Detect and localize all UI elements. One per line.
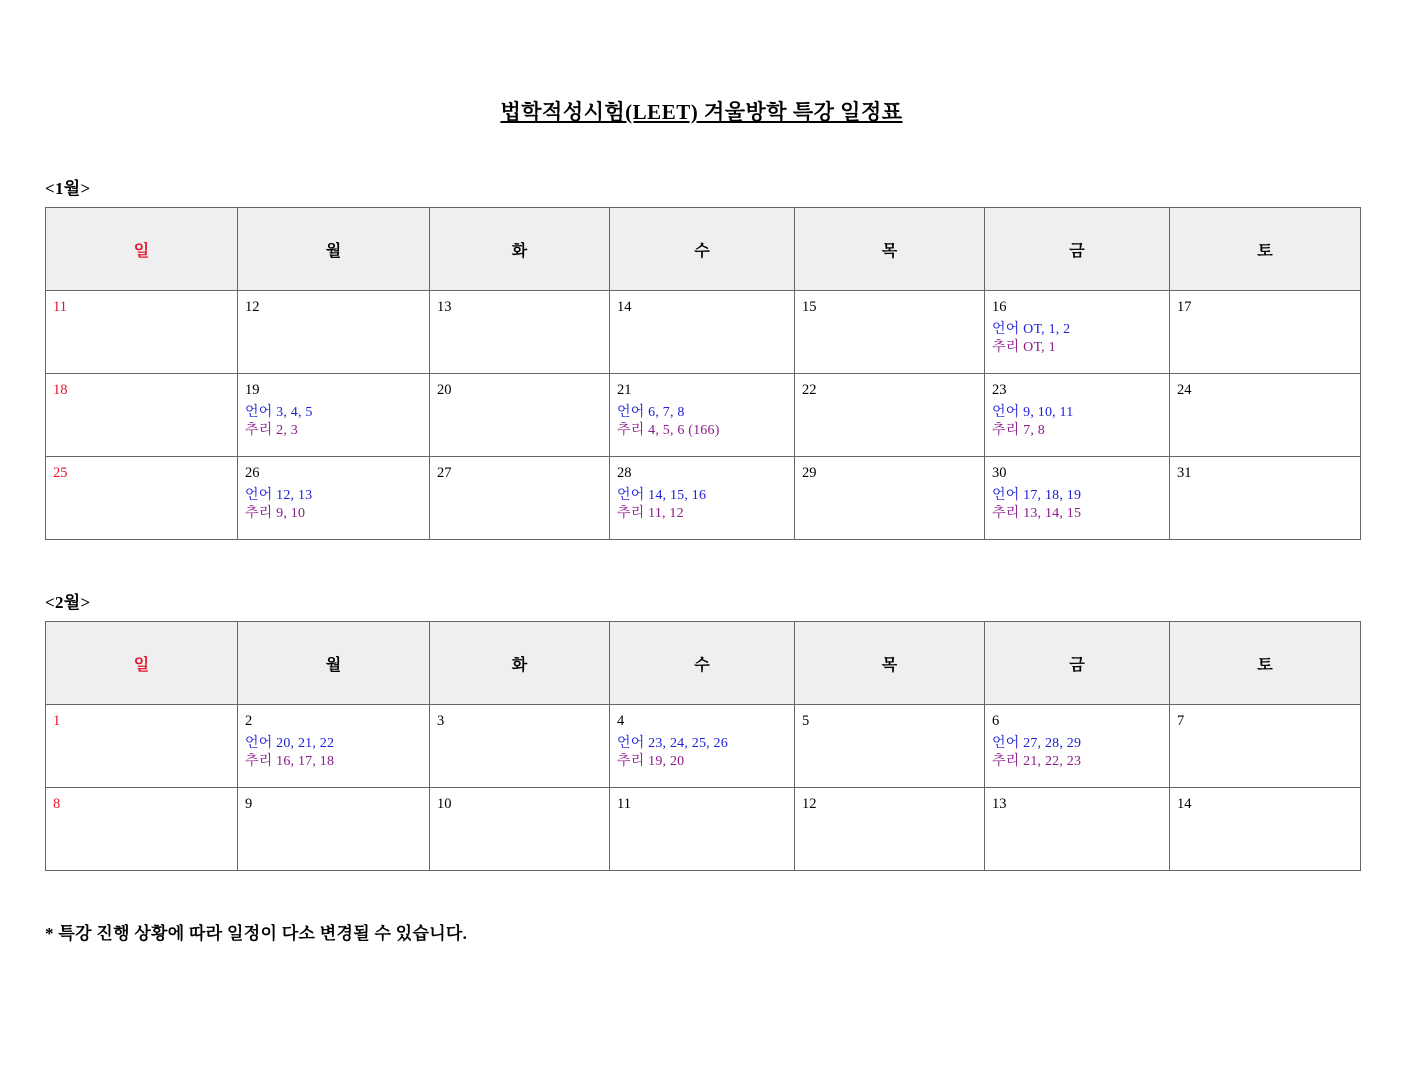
day-number: 8 — [53, 796, 61, 812]
event-language: 언어 3, 4, 5 — [245, 404, 313, 420]
day-number: 29 — [802, 465, 817, 481]
day-number: 11 — [617, 796, 631, 812]
calendar-header-row — [46, 208, 1361, 291]
calendar-day-cell[interactable] — [430, 788, 610, 871]
day-events — [610, 398, 794, 441]
day-number: 22 — [802, 382, 817, 398]
calendar-day-cell[interactable] — [46, 374, 238, 457]
day-number: 20 — [437, 382, 452, 398]
calendar-day-cell[interactable] — [795, 457, 985, 540]
day-number: 26 — [245, 465, 260, 481]
day-events — [610, 729, 794, 772]
day-number: 28 — [617, 465, 632, 481]
event-language: 언어 14, 15, 16 — [617, 487, 707, 503]
calendar-day-cell[interactable] — [795, 374, 985, 457]
calendar-day-cell[interactable] — [1170, 291, 1361, 374]
calendar-week-row — [46, 291, 1361, 374]
calendar-week-row — [46, 374, 1361, 457]
event-reasoning: 추리 11, 12 — [617, 506, 684, 522]
day-number: 21 — [617, 382, 632, 398]
month-label: <1월> — [45, 179, 91, 198]
event-language: 언어 OT, 1, 2 — [992, 321, 1071, 337]
day-events — [238, 481, 429, 524]
event-language: 언어 27, 28, 29 — [992, 735, 1082, 751]
event-reasoning: 추리 19, 20 — [617, 754, 685, 770]
day-number: 12 — [802, 796, 817, 812]
event-reasoning: 추리 2, 3 — [245, 423, 298, 439]
calendar-day-cell[interactable] — [795, 788, 985, 871]
calendar-day-cell[interactable] — [430, 291, 610, 374]
event-reasoning: 추리 OT, 1 — [992, 340, 1056, 356]
calendar-day-cell[interactable] — [430, 705, 610, 788]
day-events — [238, 398, 429, 441]
event-language: 언어 23, 24, 25, 26 — [617, 735, 728, 751]
event-language: 언어 6, 7, 8 — [617, 404, 685, 420]
day-number: 15 — [802, 299, 817, 315]
calendar-day-cell[interactable] — [610, 457, 795, 540]
day-number: 18 — [53, 382, 68, 398]
day-number: 2 — [245, 713, 253, 729]
event-reasoning: 추리 7, 8 — [992, 423, 1045, 439]
day-number: 14 — [617, 299, 632, 315]
calendar-day-cell[interactable] — [610, 788, 795, 871]
calendar-day-cell[interactable] — [795, 291, 985, 374]
document-page — [0, 96, 1403, 1088]
calendar-table — [45, 621, 1361, 871]
day-number: 14 — [1177, 796, 1192, 812]
event-reasoning: 추리 16, 17, 18 — [245, 754, 335, 770]
event-language: 언어 20, 21, 22 — [245, 735, 335, 751]
day-number: 3 — [437, 713, 445, 729]
day-events — [985, 729, 1169, 772]
calendar-day-cell[interactable] — [238, 291, 430, 374]
weekday-header: 수 — [610, 208, 795, 291]
day-number: 27 — [437, 465, 452, 481]
day-number: 13 — [992, 796, 1007, 812]
calendar-container — [45, 174, 1358, 871]
calendar-day-cell[interactable] — [985, 457, 1170, 540]
calendar-day-cell[interactable] — [985, 705, 1170, 788]
calendar-week-row — [46, 788, 1361, 871]
weekday-header: 화 — [430, 208, 610, 291]
day-number: 30 — [992, 465, 1007, 481]
weekday-header: 목 — [795, 208, 985, 291]
weekday-header: 수 — [610, 622, 795, 705]
calendar-day-cell[interactable] — [610, 374, 795, 457]
event-reasoning: 추리 4, 5, 6 (166) — [617, 423, 720, 439]
day-number: 7 — [1177, 713, 1185, 729]
day-number: 17 — [1177, 299, 1192, 315]
day-number: 1 — [53, 713, 61, 729]
calendar-week-row — [46, 705, 1361, 788]
calendar-day-cell[interactable] — [238, 788, 430, 871]
day-number: 6 — [992, 713, 1000, 729]
calendar-table — [45, 207, 1361, 540]
calendar-day-cell[interactable] — [985, 291, 1170, 374]
calendar-day-cell[interactable] — [238, 457, 430, 540]
calendar-day-cell[interactable] — [430, 457, 610, 540]
calendar-day-cell[interactable] — [430, 374, 610, 457]
calendar-day-cell[interactable] — [985, 374, 1170, 457]
calendar-day-cell[interactable] — [46, 457, 238, 540]
footnote: * 특강 진행 상황에 따라 일정이 다소 변경될 수 있습니다. — [45, 924, 468, 943]
day-number: 9 — [245, 796, 253, 812]
weekday-header: 금 — [985, 208, 1170, 291]
calendar-day-cell[interactable] — [985, 788, 1170, 871]
calendar-day-cell[interactable] — [46, 788, 238, 871]
calendar-week-row — [46, 457, 1361, 540]
calendar-header-row — [46, 622, 1361, 705]
event-language: 언어 9, 10, 11 — [992, 404, 1074, 420]
page-title: 법학적성시험(LEET) 겨울방학 특강 일정표 — [500, 100, 903, 124]
calendar-day-cell[interactable] — [1170, 374, 1361, 457]
weekday-header: 월 — [238, 622, 430, 705]
weekday-header: 토 — [1170, 208, 1361, 291]
day-number: 5 — [802, 713, 810, 729]
calendar-day-cell[interactable] — [1170, 788, 1361, 871]
weekday-header: 월 — [238, 208, 430, 291]
calendar-day-cell[interactable] — [795, 705, 985, 788]
day-number: 16 — [992, 299, 1007, 315]
event-language: 언어 17, 18, 19 — [992, 487, 1082, 503]
calendar-day-cell[interactable] — [238, 374, 430, 457]
calendar-day-cell[interactable] — [1170, 705, 1361, 788]
day-number: 12 — [245, 299, 260, 315]
event-language: 언어 12, 13 — [245, 487, 313, 503]
event-reasoning: 추리 9, 10 — [245, 506, 306, 522]
calendar-day-cell[interactable] — [1170, 457, 1361, 540]
event-reasoning: 추리 21, 22, 23 — [992, 754, 1082, 770]
calendar-day-cell[interactable] — [46, 705, 238, 788]
weekday-header: 토 — [1170, 622, 1361, 705]
day-number: 13 — [437, 299, 452, 315]
weekday-header: 일 — [46, 208, 238, 291]
day-number: 24 — [1177, 382, 1192, 398]
day-events — [610, 481, 794, 524]
weekday-header: 일 — [46, 622, 238, 705]
day-number: 4 — [617, 713, 625, 729]
day-number: 31 — [1177, 465, 1192, 481]
day-number: 11 — [53, 299, 67, 315]
calendar-day-cell[interactable] — [610, 705, 795, 788]
day-number: 23 — [992, 382, 1007, 398]
calendar-day-cell[interactable] — [238, 705, 430, 788]
calendar-day-cell[interactable] — [46, 291, 238, 374]
calendar-day-cell[interactable] — [610, 291, 795, 374]
day-number: 19 — [245, 382, 260, 398]
event-reasoning: 추리 13, 14, 15 — [992, 506, 1082, 522]
day-events — [985, 481, 1169, 524]
day-events — [238, 729, 429, 772]
day-number: 25 — [53, 465, 68, 481]
weekday-header: 금 — [985, 622, 1170, 705]
day-events — [985, 315, 1169, 358]
month-label: <2월> — [45, 593, 91, 612]
weekday-header: 화 — [430, 622, 610, 705]
day-number: 10 — [437, 796, 452, 812]
weekday-header: 목 — [795, 622, 985, 705]
day-events — [985, 398, 1169, 441]
